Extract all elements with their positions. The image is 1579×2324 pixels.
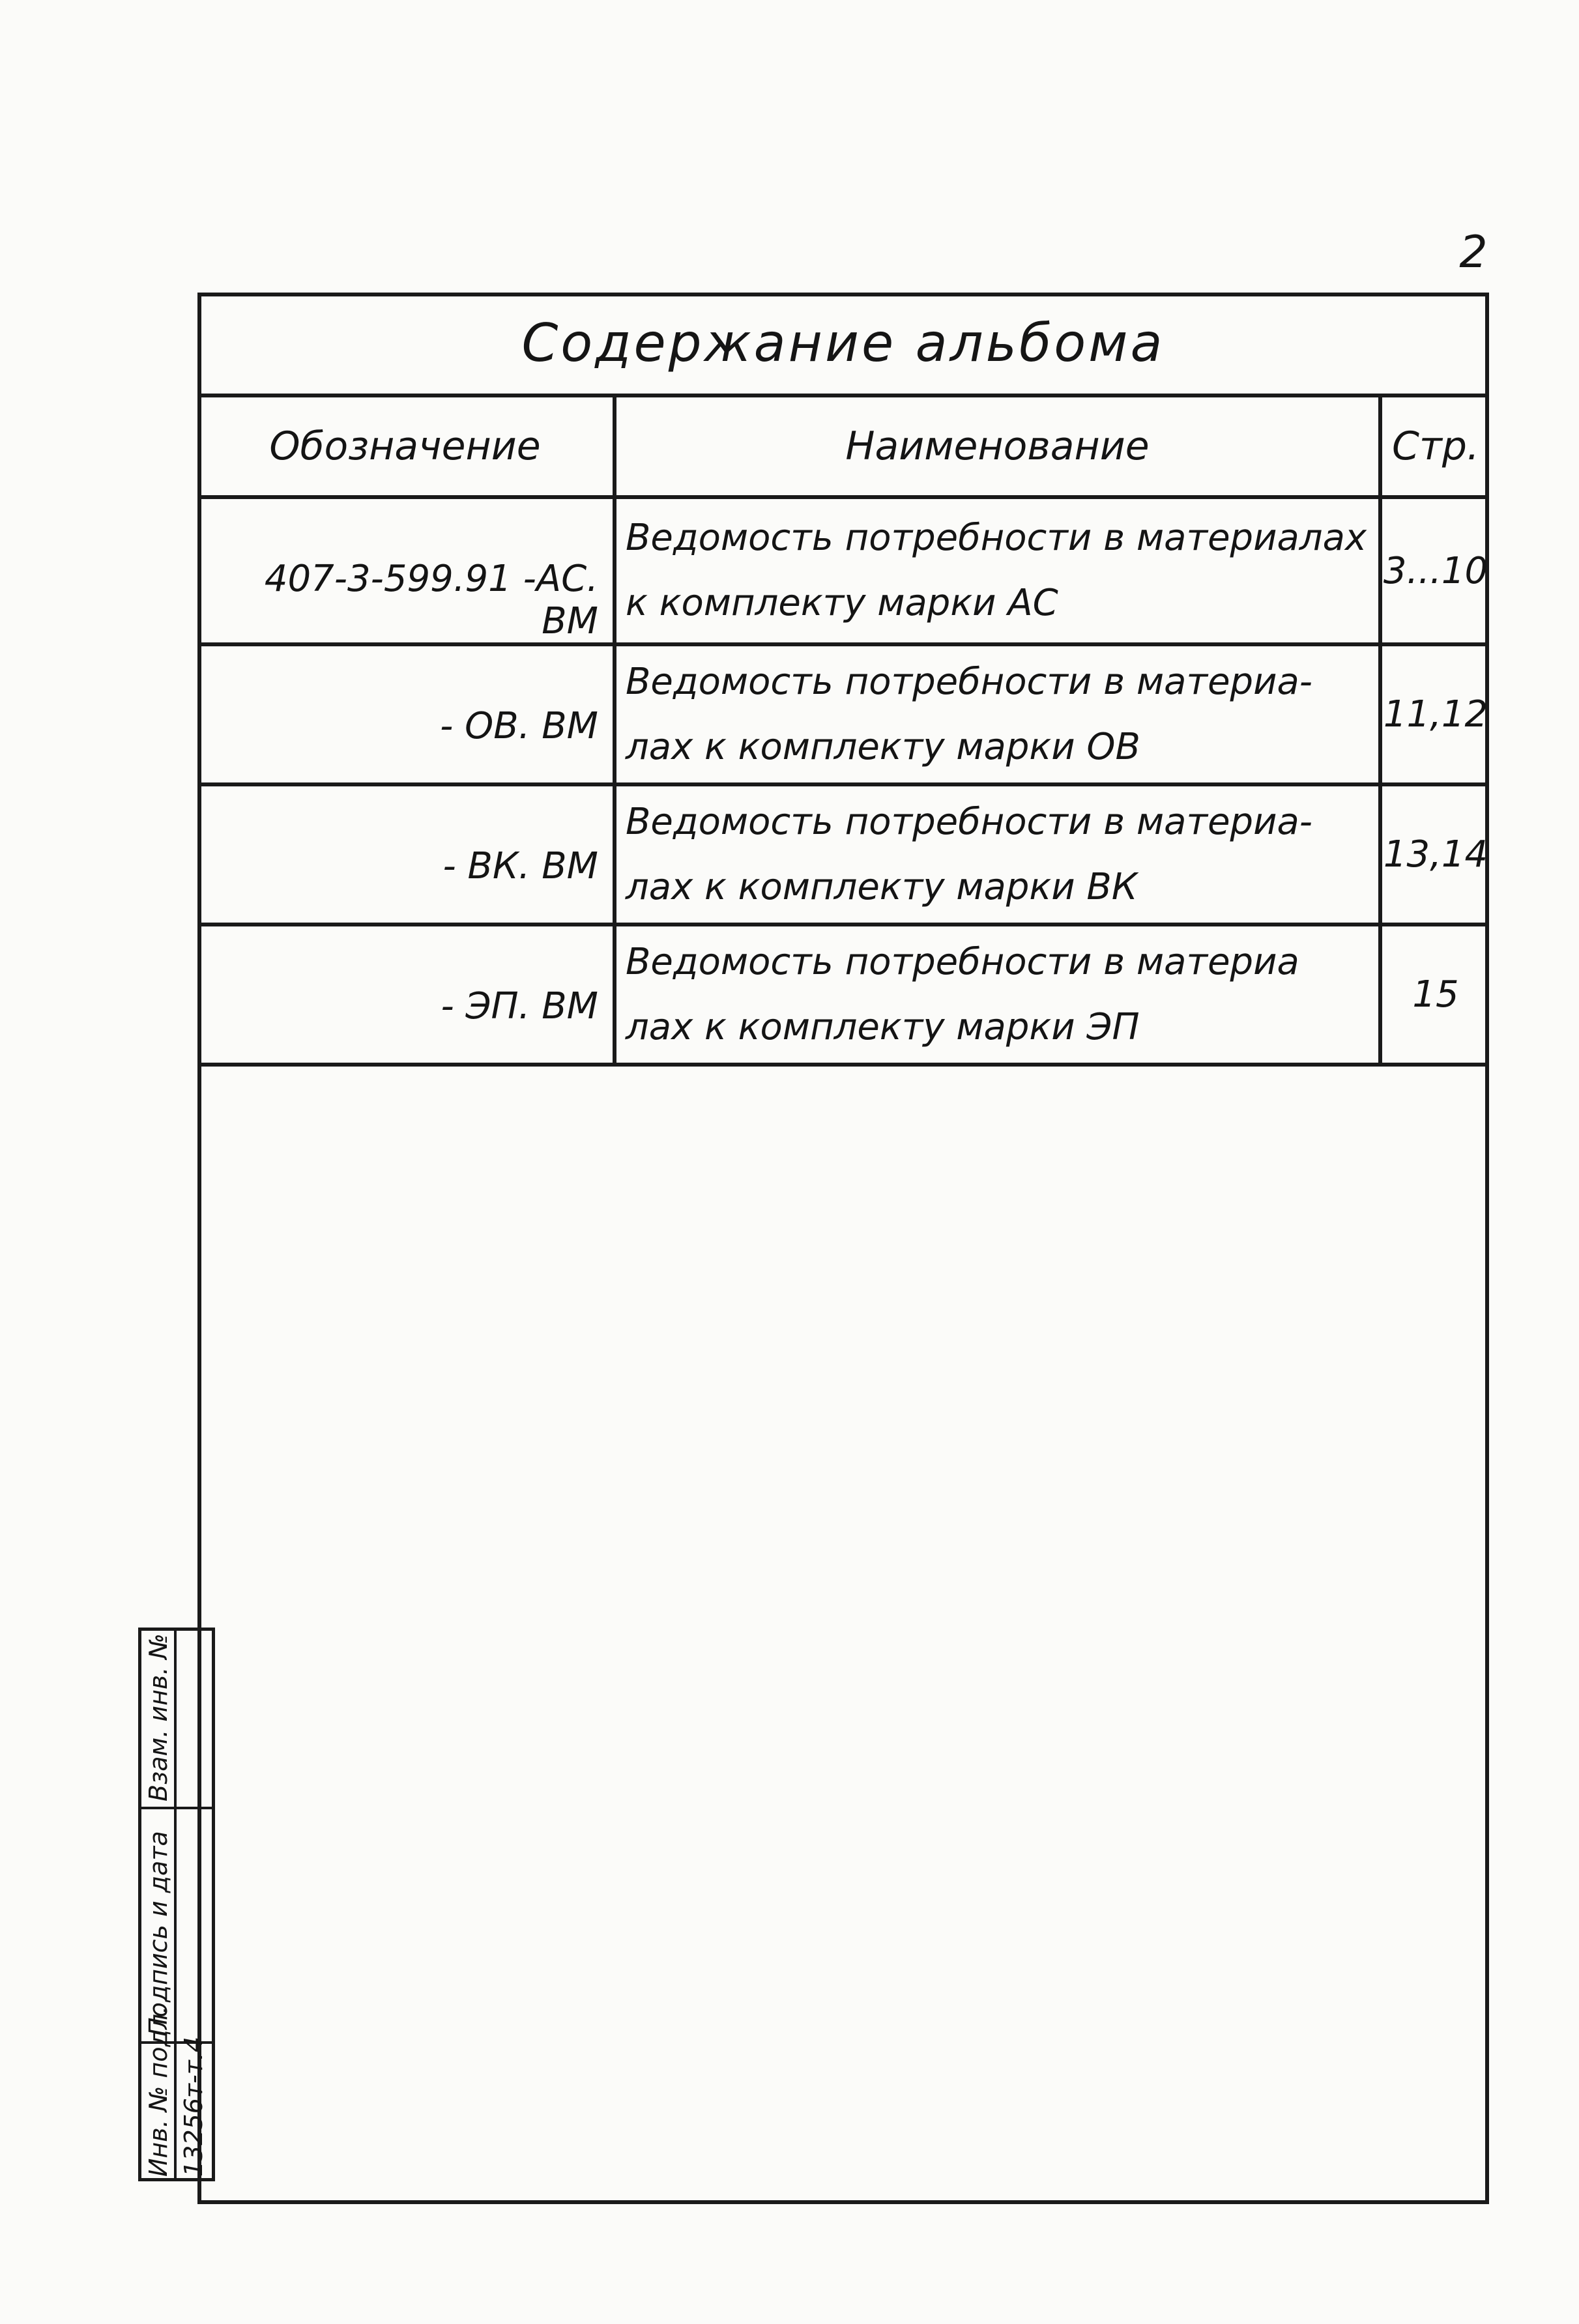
row-name <box>615 497 1380 644</box>
row-name-line1: Ведомость потребности в материа <box>626 940 1299 983</box>
row-name-line1: Ведомость потребности в материа- <box>626 800 1312 843</box>
row-name <box>615 784 1380 925</box>
stamp-column-divider <box>174 1631 177 2178</box>
row-name-line2: лах к комплекту марки ВК <box>626 865 1138 908</box>
header-page: Стр. <box>1380 395 1489 497</box>
row-code-text: - ОВ. ВМ <box>440 705 598 747</box>
row-name-line1: Ведомость потребности в материалах <box>626 517 1367 559</box>
header-name: Наименование <box>615 395 1380 497</box>
stamp-replaced-inv-label: Взам. инв. № <box>144 1633 173 1801</box>
row-name-line1: Ведомость потребности в материа- <box>626 660 1312 703</box>
row-name <box>615 925 1380 1065</box>
row-name-line2: к комплекту марки АС <box>626 582 1058 624</box>
stamp-inv-no-label: Инв. № подл. <box>144 2005 173 2177</box>
row-code <box>197 784 615 925</box>
row-pages: 15 <box>1380 925 1489 1065</box>
row-pages: 13,14 <box>1380 784 1489 925</box>
side-stamp <box>138 1628 215 2181</box>
stamp-inv-no-value: 13256т-т.4 <box>179 2036 208 2177</box>
row-pages: 11,12 <box>1380 644 1489 784</box>
table-row <box>197 497 1489 644</box>
table-header-row <box>197 395 1489 497</box>
row-name <box>615 644 1380 784</box>
album-title: Содержание альбома <box>197 293 1489 397</box>
stamp-row-divider <box>141 1807 212 1809</box>
table-row <box>197 644 1489 784</box>
row-name-line2: лах к комплекту марки ОВ <box>626 725 1140 768</box>
row-code-text: - ЭП. ВМ <box>441 985 598 1027</box>
row-code <box>197 925 615 1065</box>
stamp-signature-date-label: Подпись и дата <box>144 1831 173 2036</box>
row-name-line2: лах к комплекту марки ЭП <box>626 1005 1140 1048</box>
contents-table <box>197 394 1489 1067</box>
table-row <box>197 925 1489 1065</box>
row-pages: 3...10 <box>1380 497 1489 644</box>
page-number: 2 <box>1459 227 1488 278</box>
row-code <box>197 644 615 784</box>
header-code: Обозначение <box>197 395 615 497</box>
table-row <box>197 784 1489 925</box>
row-code-text: - ВК. ВМ <box>442 845 598 887</box>
row-code-text: 407-3-599.91 -АС. ВМ <box>264 558 598 642</box>
row-code <box>197 497 615 644</box>
